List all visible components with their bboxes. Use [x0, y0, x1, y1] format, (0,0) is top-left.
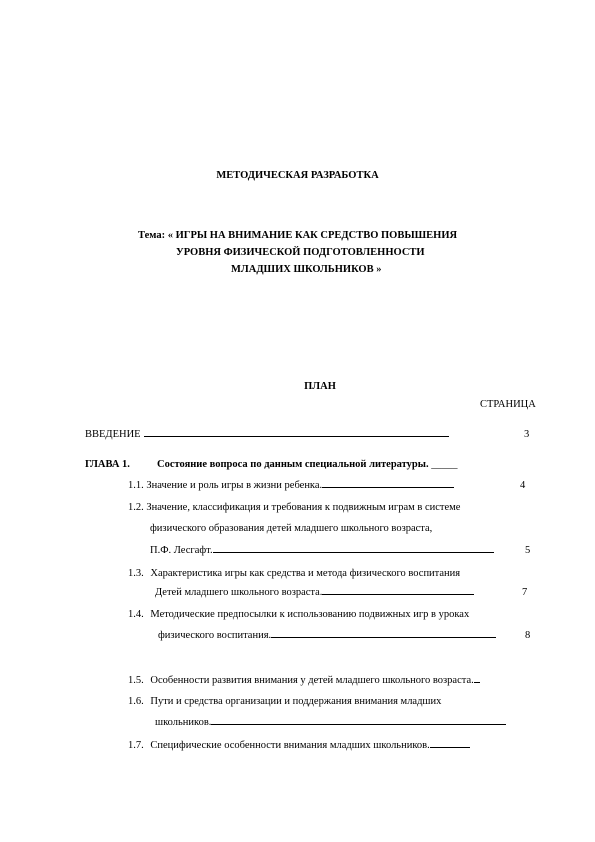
toc-chapter-1 — [157, 460, 457, 471]
toc-item-page: 8 — [525, 630, 531, 641]
toc-item-text: Особенности развития внимания у детей младшего школьного возраста. — [150, 675, 474, 686]
toc-item-number: 1.4. — [128, 609, 144, 620]
leader-line — [430, 747, 470, 748]
toc-item-number: 1.2. — [128, 502, 144, 513]
toc-item-number: 1.3. — [128, 568, 144, 579]
toc-item-page: 4 — [520, 480, 526, 491]
page-column-heading: СТРАНИЦА — [480, 399, 536, 410]
topic-label: Тема: — [138, 230, 166, 241]
leader-line — [474, 682, 480, 683]
toc-item-text: Методические предпосылки к использованию подвижных игр в уроках — [150, 609, 470, 620]
topic-line-1 — [138, 231, 457, 242]
toc-intro-label: ВВЕДЕНИЕ — [85, 429, 141, 440]
toc-item-1-1 — [128, 481, 454, 492]
toc-item-page: 5 — [525, 545, 531, 556]
toc-item-1-3 — [128, 569, 460, 580]
toc-item-text: Специфические особенности внимания младших школьников. — [150, 740, 430, 751]
toc-item-last-line — [158, 631, 496, 642]
toc-item-text: Значение и роль игры в жизни ребенка. — [146, 480, 323, 491]
toc-item-1-4 — [128, 610, 469, 621]
toc-item-1-6 — [128, 697, 441, 708]
toc-item-text: Характеристика игры как средства и метода физического воспитания — [150, 568, 461, 579]
document-type-heading: МЕТОДИЧЕСКАЯ РАЗРАБОТКА — [216, 170, 379, 181]
toc-item-text: школьников. — [155, 717, 212, 728]
leader-line — [213, 552, 494, 553]
toc-chapter-1-title: Состояние вопроса по данным специальной литературы. — [157, 459, 429, 470]
toc-intro-page: 3 — [524, 429, 530, 440]
toc-chapter-1-dash: _____ — [431, 459, 458, 470]
toc-item-text: физического воспитания. — [158, 630, 272, 641]
toc-item-text: Значение, классификация и требования к подвижным играм в системе — [146, 502, 461, 513]
plan-title: ПЛАН — [304, 381, 336, 392]
toc-item-text: физического образования детей младшего школьного возраста, — [150, 523, 433, 534]
toc-item-text: Детей младшего школьного возраста. — [155, 587, 323, 598]
leader-line — [144, 436, 449, 437]
toc-item-number: 1.6. — [128, 696, 144, 707]
toc-item-text: П.Ф. Лесгафт. — [150, 545, 213, 556]
topic-title-part-1: « ИГРЫ НА ВНИМАНИЕ КАК СРЕДСТВО ПОВЫШЕНИЯ — [167, 230, 458, 241]
leader-line — [271, 637, 496, 638]
leader-line — [322, 594, 474, 595]
toc-item-1-7 — [128, 741, 470, 752]
toc-intro — [85, 430, 449, 441]
toc-item-last-line — [155, 588, 474, 599]
toc-item-page: 7 — [522, 587, 528, 598]
topic-line-2: УРОВНЯ ФИЗИЧЕСКОЙ ПОДГОТОВЛЕННОСТИ — [176, 247, 425, 258]
leader-line — [211, 724, 506, 725]
toc-item-number: 1.1. — [128, 480, 144, 491]
leader-line — [322, 487, 454, 488]
toc-item-1-2 — [128, 503, 460, 514]
toc-chapter-1-number: ГЛАВА 1. — [85, 459, 130, 470]
toc-item-last-line — [155, 718, 506, 729]
toc-item-number: 1.5. — [128, 675, 144, 686]
toc-item-1-5 — [128, 676, 480, 687]
toc-item-number: 1.7. — [128, 740, 144, 751]
toc-item-last-line — [150, 546, 494, 557]
toc-item-text: Пути и средства организации и поддержания внимания младших — [150, 696, 442, 707]
topic-line-3: МЛАДШИХ ШКОЛЬНИКОВ » — [231, 264, 382, 275]
